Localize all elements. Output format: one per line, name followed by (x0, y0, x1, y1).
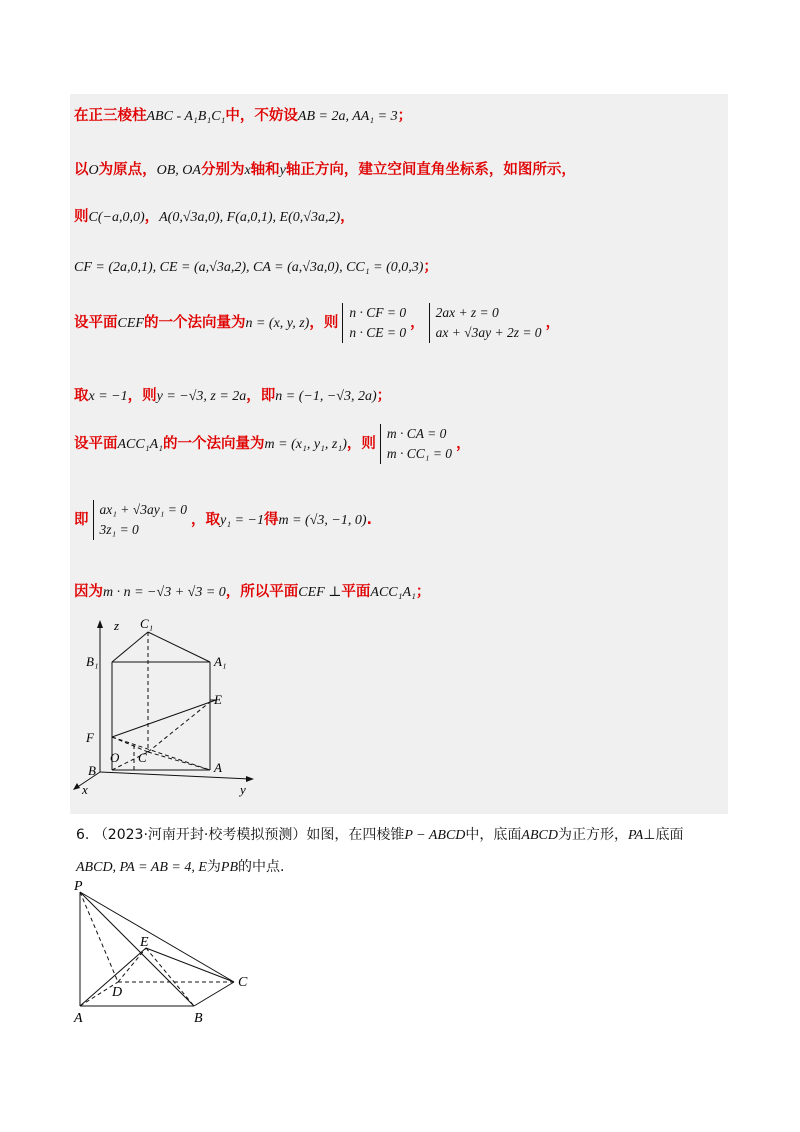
text: 的一个法向量为 (143, 315, 246, 331)
math: n = (x, y, z) (245, 316, 310, 331)
math: y₁ = −1 (220, 513, 264, 528)
text: 因为 (74, 584, 103, 600)
solution-line-4 (74, 255, 438, 276)
text: ； (415, 584, 431, 600)
text: 设平面 (74, 436, 118, 452)
label-A: A (74, 1011, 83, 1026)
text: ， (456, 436, 471, 452)
text: 的一个法向量为 (163, 436, 265, 452)
math: CEF (117, 316, 144, 331)
label-P: P (74, 879, 83, 894)
equation: ax + √3ay + 2z = 0 (435, 325, 542, 340)
text: 分别为 (200, 162, 245, 178)
text: 在正三棱柱 (74, 108, 147, 124)
label-C: C (238, 975, 248, 990)
equation-system (93, 500, 188, 540)
solution-line-1 (74, 104, 412, 125)
text: ， (144, 209, 160, 225)
solution-line-6 (74, 384, 391, 405)
text: ， (410, 315, 425, 331)
pyramid-figure (66, 878, 266, 1028)
math: CEF ⊥ (298, 585, 342, 600)
text: 设平面 (74, 315, 118, 331)
text: ， (545, 315, 561, 331)
problem-6-line-2 (76, 856, 284, 876)
equation: n · CE = 0 (349, 325, 407, 340)
solution-line-2 (74, 158, 576, 179)
text: ，取 (191, 512, 220, 528)
text: （2023·河南开封·校考模拟预测）如图，在四棱锥 (93, 827, 405, 843)
text: ； (423, 259, 438, 275)
text: 中，底面 (465, 827, 522, 843)
label-B: B (88, 763, 96, 778)
math: m · n = −√3 + √3 = 0 (103, 585, 226, 600)
label-A: A (214, 760, 222, 775)
math: CF = (2a,0,1), CE = (a,√3a,2), CA = (a,√3a,0), CC₁ = (0,0,3) (74, 260, 424, 275)
text: 取 (74, 388, 89, 404)
text: ，则 (127, 388, 157, 404)
text: ，即 (246, 388, 276, 404)
math: ACC₁A₁ (370, 585, 416, 600)
label-z: z (114, 618, 120, 633)
text: 为正方形， (557, 827, 628, 843)
math: P − ABCD (404, 828, 466, 843)
math: x = −1 (88, 389, 128, 404)
math: PA (627, 828, 644, 843)
problem-number: 6. (76, 827, 90, 843)
math: OB, OA (156, 163, 201, 178)
equation-system (342, 303, 406, 343)
text: 为 (206, 859, 221, 875)
label-E: E (214, 692, 222, 707)
math: C(−a,0,0) (88, 210, 145, 225)
text: 即 (74, 512, 89, 528)
prism-figure (70, 612, 270, 802)
text: 平面 (341, 584, 371, 600)
label-B1: B₁ (86, 654, 99, 669)
label-E: E (140, 935, 149, 950)
math: O (88, 163, 99, 178)
equation-system (380, 424, 452, 464)
math: ABCD, PA = AB = 4, E (76, 860, 207, 875)
math: y (279, 163, 286, 178)
solution-line-5 (74, 303, 560, 343)
text: ，则 (346, 436, 376, 452)
math: A(0,√3a,0), F(a,0,1), E(0,√3a,2) (159, 210, 341, 225)
math: m = (√3, −1, 0) (278, 513, 367, 528)
math: x (244, 163, 251, 178)
equation: n · CF = 0 (349, 305, 407, 320)
label-C: C (138, 750, 147, 765)
label-F: F (86, 730, 94, 745)
equation: m · CA = 0 (386, 426, 447, 441)
text: . (366, 512, 373, 528)
text: 得 (263, 512, 279, 528)
equation: 2ax + z = 0 (435, 305, 499, 320)
math: ABCD (521, 828, 558, 843)
text: 为原点， (98, 162, 157, 178)
problem-6-line-1 (76, 824, 683, 844)
text: ，则 (309, 315, 339, 331)
text: 则 (74, 209, 89, 225)
text: ； (376, 388, 392, 404)
solution-line-9 (74, 580, 430, 601)
math: ABC - A₁B₁C₁ (146, 109, 226, 124)
label-y: y (240, 782, 246, 797)
text: ； (397, 108, 413, 124)
label-D: D (112, 985, 123, 1000)
label-C1: C₁ (140, 616, 154, 631)
equation: m · CC₁ = 0 (386, 446, 453, 461)
text: 中，不妨设 (225, 108, 298, 124)
solution-line-3 (74, 205, 355, 226)
label-x: x (82, 782, 88, 797)
math: m = (x₁, y₁, z₁) (264, 437, 347, 452)
math: AB = 2a, AA₁ = 3 (297, 109, 398, 124)
text: 轴和 (250, 162, 280, 178)
math: n = (−1, −√3, 2a) (275, 389, 377, 404)
label-O: O (110, 750, 120, 765)
math: y = −√3, z = 2a (156, 389, 247, 404)
text: ，所以平面 (225, 584, 299, 600)
label-B: B (194, 1011, 203, 1026)
text: ， (340, 209, 355, 225)
text: 以 (74, 162, 89, 178)
equation-system (429, 303, 542, 343)
math: ACC₁A₁ (117, 437, 164, 452)
text: ⊥底面 (643, 827, 684, 843)
text: 的中点. (238, 859, 285, 875)
solution-line-7 (74, 424, 471, 464)
equation: 3z₁ = 0 (99, 522, 139, 537)
equation: ax₁ + √3ay₁ = 0 (99, 502, 187, 517)
math: PB (220, 860, 239, 875)
solution-line-8 (74, 500, 372, 540)
text: 轴正方向，建立空间直角坐标系，如图所示， (285, 162, 576, 178)
label-A1: A₁ (214, 654, 227, 669)
